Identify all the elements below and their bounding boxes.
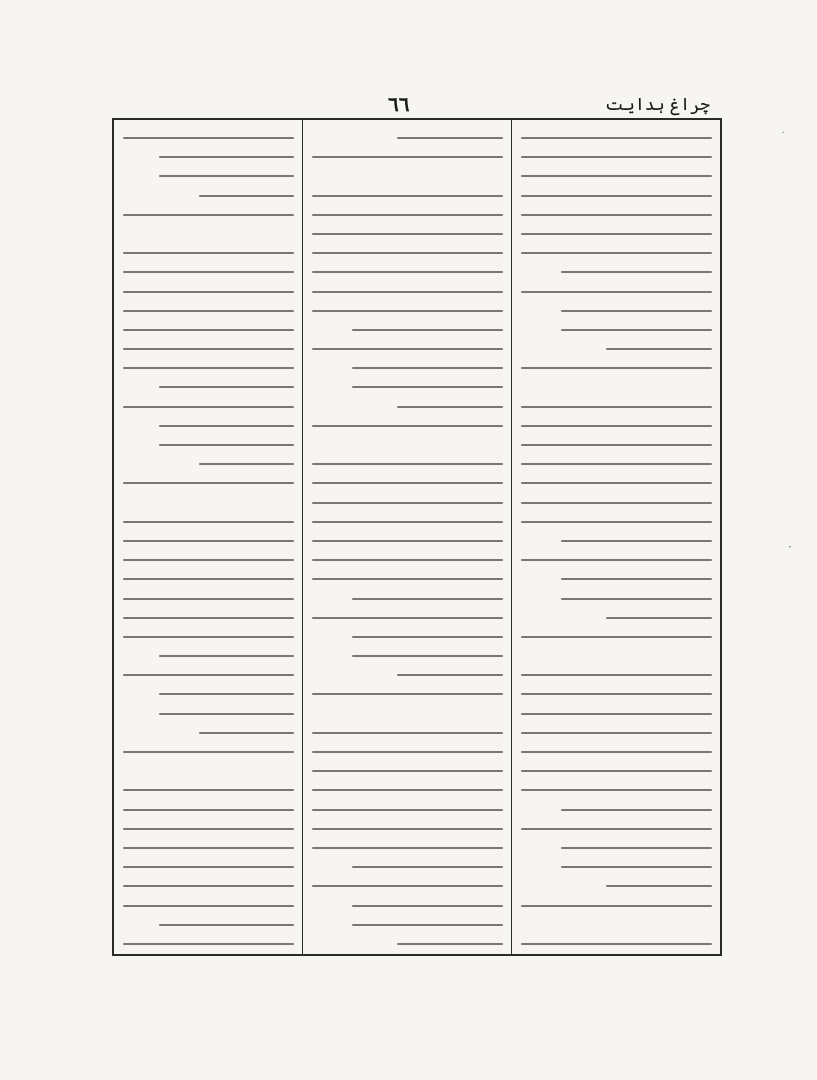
handwritten-line (120, 435, 296, 454)
handwritten-line (120, 876, 296, 895)
handwritten-line (309, 301, 505, 320)
handwritten-line (309, 934, 505, 953)
handwritten-line (120, 742, 296, 761)
handwritten-line (120, 397, 296, 416)
handwritten-line (309, 128, 505, 147)
handwritten-line (309, 665, 505, 684)
text-frame (112, 118, 722, 956)
handwritten-line (518, 684, 714, 703)
handwritten-line (309, 224, 505, 243)
handwritten-line (120, 934, 296, 953)
handwritten-line (518, 224, 714, 243)
handwritten-line (120, 761, 296, 780)
handwritten-line (120, 800, 296, 819)
handwritten-line (518, 339, 714, 358)
handwritten-line (309, 435, 505, 454)
handwritten-line (518, 416, 714, 435)
handwritten-line (518, 819, 714, 838)
handwritten-line (518, 569, 714, 588)
handwritten-line (309, 416, 505, 435)
handwritten-line (309, 608, 505, 627)
handwritten-line (518, 262, 714, 281)
handwritten-line (518, 780, 714, 799)
handwritten-line (120, 723, 296, 742)
handwritten-line (518, 301, 714, 320)
handwritten-line (518, 896, 714, 915)
handwritten-line (309, 512, 505, 531)
handwritten-line (120, 569, 296, 588)
handwritten-line (518, 608, 714, 627)
handwritten-line (518, 934, 714, 953)
handwritten-line (120, 915, 296, 934)
handwritten-line (518, 646, 714, 665)
handwritten-line (120, 473, 296, 492)
handwritten-line (309, 282, 505, 301)
handwritten-line (309, 358, 505, 377)
handwritten-line (120, 589, 296, 608)
handwritten-line (120, 282, 296, 301)
handwritten-line (120, 531, 296, 550)
handwritten-line (120, 608, 296, 627)
handwritten-line (309, 320, 505, 339)
margin-speck: · (788, 540, 792, 554)
handwritten-line (309, 742, 505, 761)
handwritten-line (120, 416, 296, 435)
column-right (512, 120, 720, 954)
handwritten-line (309, 205, 505, 224)
handwritten-line (120, 838, 296, 857)
handwritten-line (120, 665, 296, 684)
handwritten-line (518, 857, 714, 876)
handwritten-line (309, 493, 505, 512)
handwritten-line (120, 550, 296, 569)
handwritten-line (518, 377, 714, 396)
handwritten-line (518, 627, 714, 646)
handwritten-line (309, 397, 505, 416)
handwritten-line (518, 454, 714, 473)
handwritten-line (309, 876, 505, 895)
handwritten-line (309, 569, 505, 588)
handwritten-line (120, 684, 296, 703)
running-title: چراغ ہدایت (604, 95, 710, 115)
handwritten-line (518, 186, 714, 205)
handwritten-line (518, 665, 714, 684)
handwritten-line (518, 243, 714, 262)
handwritten-line (309, 531, 505, 550)
handwritten-line (120, 377, 296, 396)
handwritten-line (518, 742, 714, 761)
handwritten-line (120, 339, 296, 358)
handwritten-line (518, 800, 714, 819)
handwritten-line (120, 780, 296, 799)
handwritten-line (518, 876, 714, 895)
handwritten-line (518, 493, 714, 512)
handwritten-line (518, 589, 714, 608)
handwritten-line (309, 166, 505, 185)
handwritten-line (120, 819, 296, 838)
handwritten-line (120, 358, 296, 377)
handwritten-line (518, 320, 714, 339)
handwritten-line (309, 780, 505, 799)
handwritten-line (309, 838, 505, 857)
handwritten-line (120, 857, 296, 876)
handwritten-line (120, 896, 296, 915)
handwritten-line (309, 186, 505, 205)
handwritten-line (120, 243, 296, 262)
handwritten-line (120, 205, 296, 224)
handwritten-line (518, 512, 714, 531)
handwritten-line (309, 684, 505, 703)
handwritten-line (309, 454, 505, 473)
handwritten-line (120, 301, 296, 320)
handwritten-line (309, 473, 505, 492)
handwritten-line (518, 473, 714, 492)
handwritten-line (518, 205, 714, 224)
handwritten-line (518, 550, 714, 569)
handwritten-line (309, 857, 505, 876)
handwritten-line (120, 166, 296, 185)
handwritten-line (518, 282, 714, 301)
page-number: ٦٦ (388, 92, 410, 116)
handwritten-line (309, 627, 505, 646)
handwritten-line (518, 435, 714, 454)
handwritten-line (120, 704, 296, 723)
handwritten-line (309, 377, 505, 396)
handwritten-line (309, 819, 505, 838)
handwritten-line (518, 723, 714, 742)
handwritten-line (120, 627, 296, 646)
handwritten-line (309, 339, 505, 358)
handwritten-line (518, 761, 714, 780)
handwritten-line (309, 761, 505, 780)
column-middle (302, 120, 512, 954)
handwritten-line (518, 166, 714, 185)
handwritten-line (309, 589, 505, 608)
handwritten-line (309, 704, 505, 723)
handwritten-line (120, 147, 296, 166)
handwritten-line (518, 838, 714, 857)
handwritten-line (309, 243, 505, 262)
handwritten-line (120, 512, 296, 531)
handwritten-line (518, 704, 714, 723)
column-left (114, 120, 302, 954)
handwritten-line (518, 531, 714, 550)
handwritten-line (120, 262, 296, 281)
handwritten-line (518, 147, 714, 166)
handwritten-line (309, 723, 505, 742)
handwritten-line (518, 397, 714, 416)
margin-speck: ˙ (780, 130, 786, 144)
handwritten-line (120, 186, 296, 205)
handwritten-line (120, 454, 296, 473)
handwritten-line (309, 896, 505, 915)
handwritten-line (309, 147, 505, 166)
handwritten-line (309, 800, 505, 819)
handwritten-line (120, 224, 296, 243)
handwritten-line (120, 320, 296, 339)
handwritten-line (518, 128, 714, 147)
handwritten-line (120, 493, 296, 512)
handwritten-line (309, 262, 505, 281)
handwritten-line (120, 646, 296, 665)
handwritten-line (309, 646, 505, 665)
handwritten-line (309, 915, 505, 934)
handwritten-line (309, 550, 505, 569)
handwritten-line (120, 128, 296, 147)
handwritten-line (518, 915, 714, 934)
handwritten-line (518, 358, 714, 377)
